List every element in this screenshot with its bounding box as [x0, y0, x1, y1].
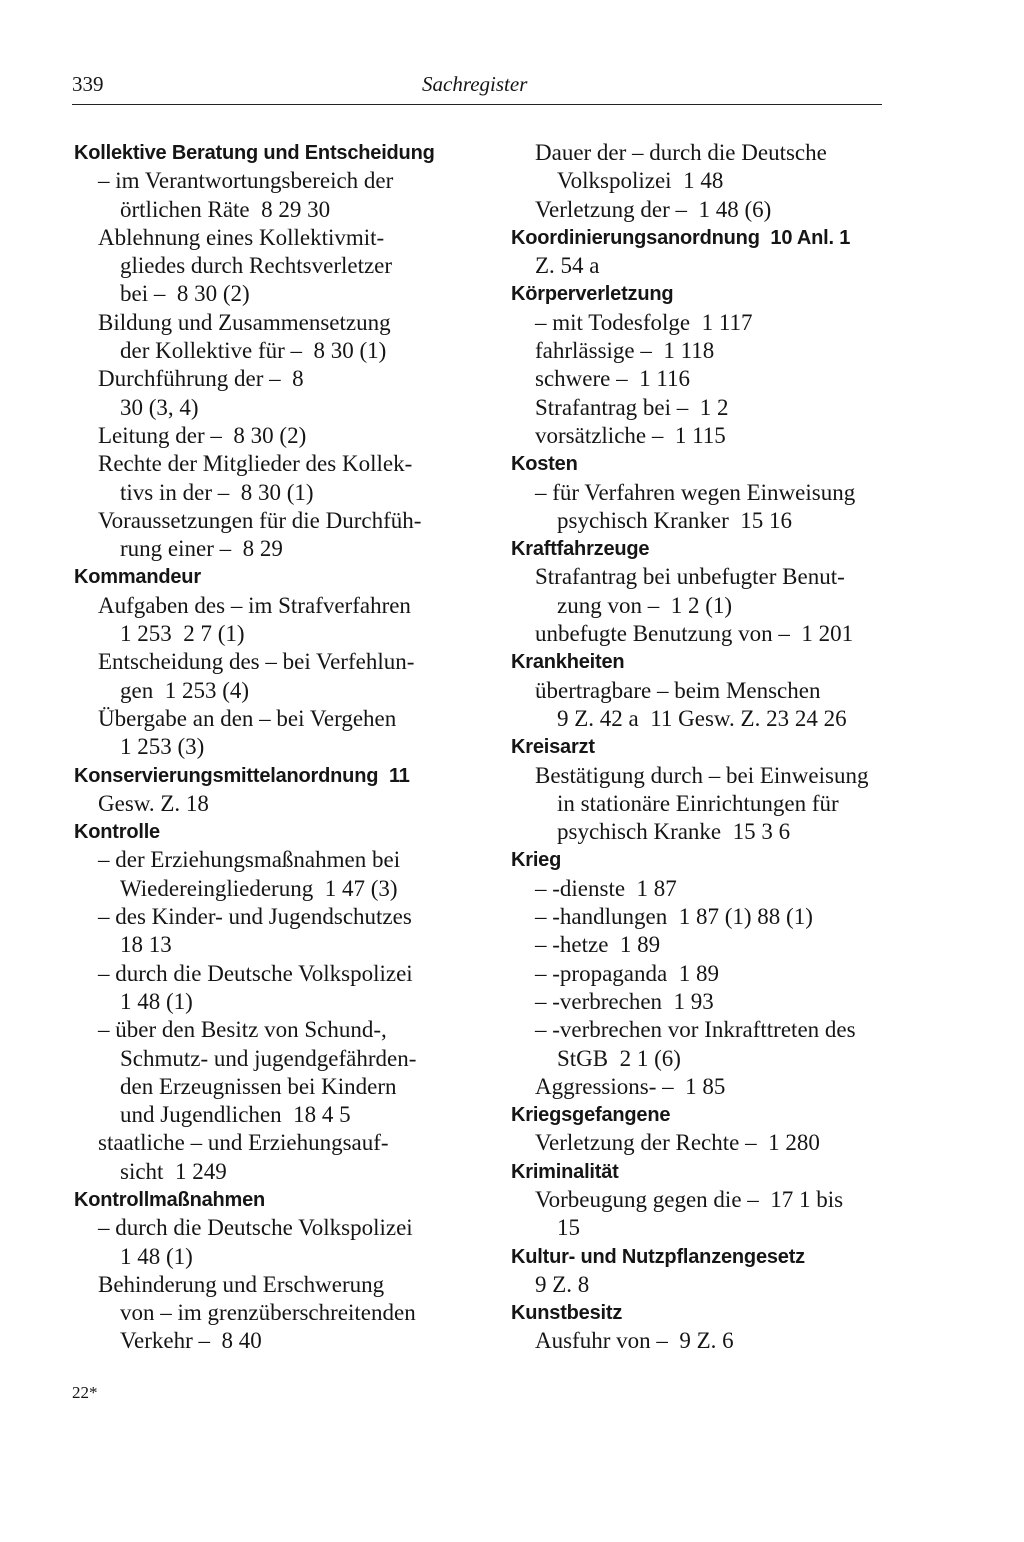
index-entry: 1 253 2 7 (1)	[120, 621, 245, 647]
index-entry: Bildung und Zusammensetzung	[98, 309, 391, 335]
index-entry: und Jugendlichen 18 4 5	[120, 1102, 351, 1128]
index-entry: 30 (3, 4)	[120, 394, 199, 420]
index-entry: StGB 2 1 (6)	[557, 1045, 681, 1071]
index-entry: – im Verantwortungsbereich der	[98, 168, 394, 194]
index-column-right	[511, 139, 891, 1356]
index-entry: Entscheidung des – bei Verfehlun-	[98, 649, 415, 675]
index-entry: 1 253 (3)	[120, 734, 205, 760]
index-entry: Rechte der Mitglieder des Kollek-	[98, 451, 413, 477]
index-heading: Kultur- und Nutzpflanzengesetz	[511, 1245, 805, 1268]
index-entry: – über den Besitz von Schund-,	[98, 1017, 387, 1043]
index-entry: Bestätigung durch – bei Einweisung	[535, 762, 869, 788]
index-entry: – durch die Deutsche Volkspolizei	[98, 1215, 413, 1241]
index-heading: Kontrollmaßnahmen	[74, 1188, 266, 1211]
index-entry: Ablehnung eines Kollektivmit-	[98, 224, 385, 250]
index-heading: Kraftfahrzeuge	[511, 538, 650, 561]
index-entry: Verletzung der Rechte – 1 280	[535, 1130, 820, 1156]
index-entry: bei – 8 30 (2)	[120, 281, 250, 307]
index-heading: Krankheiten	[511, 651, 625, 674]
index-entry: staatliche – und Erziehungsauf-	[98, 1130, 389, 1156]
index-entry: Schmutz- und jugendgefährden-	[120, 1045, 417, 1071]
index-entry: – durch die Deutsche Volkspolizei	[98, 960, 413, 986]
running-head-title: Sachregister	[422, 72, 528, 96]
index-entry: Leitung der – 8 30 (2)	[98, 422, 307, 448]
index-entry: 9 Z. 8	[535, 1271, 590, 1297]
index-entry: Behinderung und Erschwerung	[98, 1271, 385, 1297]
index-entry: psychisch Kranke 15 3 6	[557, 819, 791, 845]
index-entry: – der Erziehungsmaßnahmen bei	[98, 847, 401, 873]
index-entry: – für Verfahren wegen Einweisung	[535, 479, 856, 505]
index-entry: Verkehr – 8 40	[120, 1328, 262, 1354]
index-entry: Übergabe an den – bei Vergehen	[98, 705, 397, 731]
index-entry: Durchführung der – 8	[98, 366, 304, 392]
index-entry: Dauer der – durch die Deutsche	[535, 140, 827, 165]
index-entry: – des Kinder- und Jugendschutzes	[98, 904, 412, 930]
index-entry: 15	[557, 1215, 580, 1241]
index-entry: den Erzeugnissen bei Kindern	[120, 1073, 397, 1099]
index-entry: in stationäre Einrichtungen für	[557, 790, 839, 816]
index-heading: Kriminalität	[511, 1160, 619, 1183]
index-entry: vorsätzliche – 1 115	[535, 422, 726, 448]
index-entry: Gesw. Z. 18	[98, 790, 209, 816]
index-heading: Kollektive Beratung und Entscheidung	[74, 142, 435, 164]
index-entry: Verletzung der – 1 48 (6)	[535, 196, 772, 222]
index-heading: Koordinierungsanordnung 10 Anl. 1	[511, 226, 851, 249]
index-entry: – -handlungen 1 87 (1) 88 (1)	[535, 904, 813, 930]
index-entry: Z. 54 a	[535, 253, 600, 279]
index-entry: – mit Todesfolge 1 117	[535, 309, 753, 335]
index-entry: 1 48 (1)	[120, 1243, 193, 1269]
index-entry: zung von – 1 2 (1)	[557, 592, 733, 618]
index-entry: Voraussetzungen für die Durchfüh-	[98, 507, 422, 533]
index-entry: tivs in der – 8 30 (1)	[120, 479, 314, 505]
index-entry: schwere – 1 116	[535, 366, 690, 392]
index-entry: der Kollektive für – 8 30 (1)	[120, 338, 387, 364]
index-heading: Konservierungsmittelanordnung 11	[74, 764, 410, 787]
index-entry: von – im grenzüberschreitenden	[120, 1300, 416, 1326]
index-entry: übertragbare – beim Menschen	[535, 677, 821, 703]
index-heading: Krieg	[511, 849, 562, 872]
signature-mark: 22*	[72, 1383, 98, 1402]
index-entry: Volkspolizei 1 48	[557, 168, 724, 194]
header-rule	[72, 104, 882, 105]
index-entry: – -verbrechen vor Inkrafttreten des	[535, 1017, 856, 1043]
index-entry: Strafantrag bei – 1 2	[535, 394, 729, 420]
index-heading: Kommandeur	[74, 566, 201, 589]
index-entry: sicht 1 249	[120, 1158, 227, 1184]
index-column-left	[74, 139, 454, 1356]
index-entry: Ausfuhr von – 9 Z. 6	[535, 1328, 734, 1354]
index-entry: 1 48 (1)	[120, 988, 193, 1014]
index-heading: Kontrolle	[74, 821, 160, 844]
index-heading: Kosten	[511, 453, 578, 476]
index-entry: – -verbrechen 1 93	[535, 988, 714, 1014]
index-entry: 9 Z. 42 a 11 Gesw. Z. 23 24 26	[557, 705, 847, 731]
index-entry: psychisch Kranker 15 16	[557, 507, 793, 533]
index-heading: Kreisarzt	[511, 736, 595, 759]
page-number: 339	[72, 72, 104, 96]
index-entry: Strafantrag bei unbefugter Benut-	[535, 564, 845, 590]
index-entry: – -dienste 1 87	[535, 875, 677, 901]
index-entry: rung einer – 8 29	[120, 536, 283, 562]
index-entry: 18 13	[120, 932, 172, 958]
index-entry: – -hetze 1 89	[535, 932, 661, 958]
index-entry: – -propaganda 1 89	[535, 960, 719, 986]
index-entry: gen 1 253 (4)	[120, 677, 250, 703]
index-heading: Kriegsgefangene	[511, 1104, 671, 1127]
index-entry: Aggressions- – 1 85	[535, 1073, 726, 1099]
index-heading: Körperverletzung	[511, 283, 674, 306]
index-entry: unbefugte Benutzung von – 1 201	[535, 621, 854, 647]
index-entry: gliedes durch Rechtsverletzer	[120, 253, 393, 279]
index-heading: Kunstbesitz	[511, 1302, 623, 1325]
index-entry: Vorbeugung gegen die – 17 1 bis	[535, 1186, 844, 1212]
index-entry: Aufgaben des – im Strafverfahren	[98, 592, 411, 618]
index-entry: örtlichen Räte 8 29 30	[120, 196, 331, 222]
index-entry: Wiedereingliederung 1 47 (3)	[120, 875, 398, 901]
index-entry: fahrlässige – 1 118	[535, 338, 715, 364]
